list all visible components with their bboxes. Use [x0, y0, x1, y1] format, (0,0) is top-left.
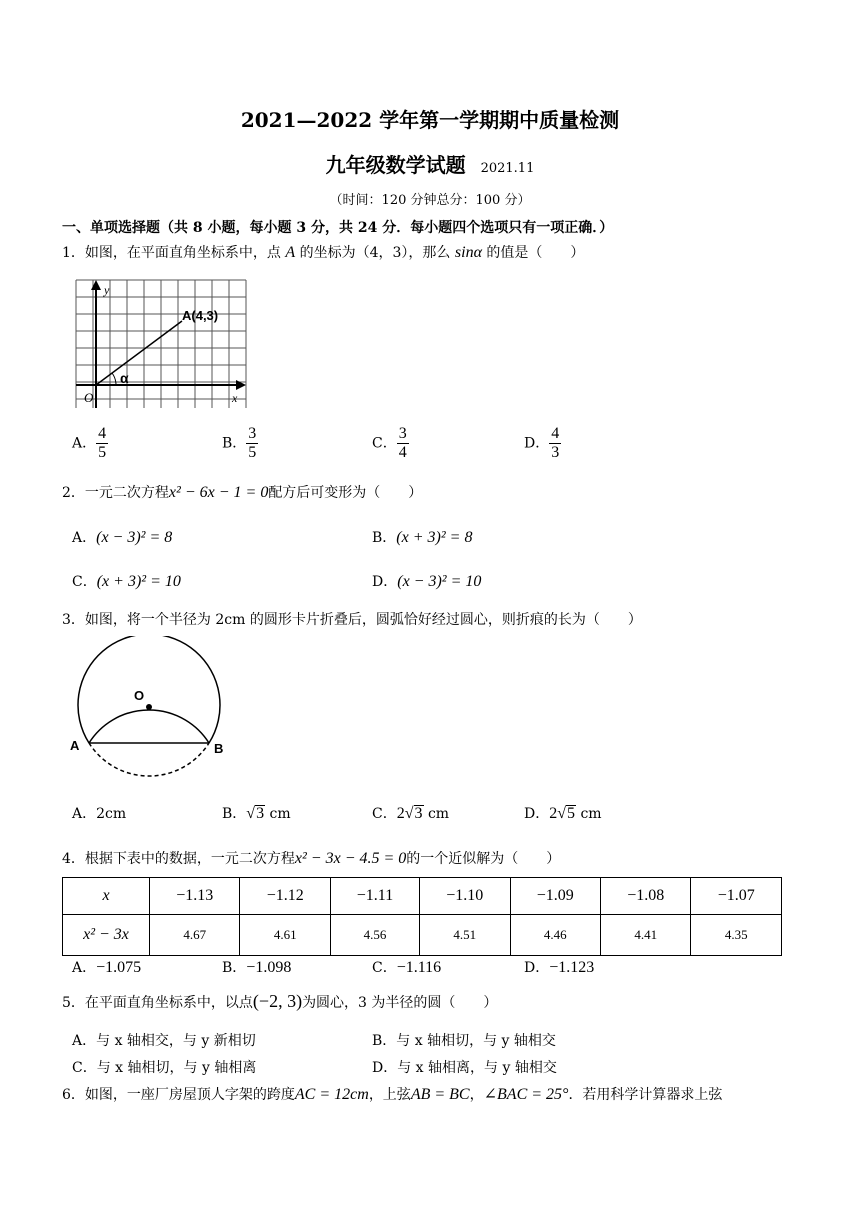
- q3-option-d[interactable]: D．2√5 cm: [524, 805, 602, 822]
- q2-expr: x² − 6x − 1 = 0: [168, 484, 269, 501]
- table-cell: 4.35: [691, 915, 782, 956]
- option-unit: cm: [427, 806, 450, 822]
- table-cell: −1.12: [240, 878, 330, 915]
- q2-option-c[interactable]: [72, 571, 181, 591]
- q5-option-b[interactable]: [372, 1030, 556, 1050]
- option-label: B．: [222, 435, 247, 452]
- q4-table: [62, 877, 782, 956]
- option-label: C．: [372, 960, 397, 976]
- question-3: 3．如图，将一个半径为 2cm 的圆形卡片折叠后，圆弧恰好经过圆心，则折痕的长为（ ）: [62, 612, 642, 628]
- table-cell: 4.67: [150, 915, 240, 956]
- option-label: A．: [72, 1033, 97, 1049]
- q6-text-b: ，上弦: [368, 1087, 411, 1103]
- option-label: D．: [524, 435, 550, 452]
- x-axis-label: x: [232, 391, 238, 405]
- option-radicand: 3: [414, 805, 423, 822]
- question-6: [62, 1084, 722, 1104]
- center-label: O: [134, 688, 145, 703]
- q2-option-b[interactable]: [372, 527, 472, 547]
- table-header-fx: x² − 3x: [63, 915, 150, 956]
- table-cell: −1.08: [601, 878, 691, 915]
- option-radicand: 3: [256, 805, 265, 822]
- table-cell: −1.13: [150, 878, 240, 915]
- option-expr: (x + 3)² = 8: [396, 529, 473, 546]
- option-unit: 2cm: [96, 806, 127, 822]
- table-cell: 4.41: [601, 915, 691, 956]
- q3-option-c[interactable]: C．2√3 cm: [372, 805, 450, 822]
- q1-option-c[interactable]: [372, 425, 409, 462]
- fraction-numerator: 3: [398, 425, 407, 442]
- table-cell: 4.56: [330, 915, 419, 956]
- q5-option-a[interactable]: [72, 1030, 256, 1050]
- q6-text-a: 6．如图，一座厂房屋顶人字架的跨度: [62, 1087, 295, 1103]
- option-label: C．: [72, 1060, 97, 1076]
- angle-arc: [112, 373, 116, 385]
- table-cell: 4.46: [510, 915, 600, 956]
- option-label: A．: [72, 530, 97, 546]
- q3-option-b[interactable]: B．√3 cm: [222, 805, 291, 822]
- q4-option-c[interactable]: [372, 957, 441, 977]
- q6-expr-a: AC = 12cm: [294, 1086, 369, 1103]
- question-5: [62, 991, 497, 1012]
- folded-arc: [89, 710, 209, 743]
- q1-text-c: 的值是（ ）: [486, 245, 585, 261]
- fraction-numerator: 4: [98, 425, 107, 442]
- q1-var-a: A: [285, 244, 296, 261]
- q4-expr: x² − 3x − 4.5 = 0: [294, 850, 407, 867]
- option-label: A．: [72, 806, 97, 822]
- q4-text-b: 的一个近似解为（ ）: [406, 851, 561, 867]
- q4-text-a: 4．根据下表中的数据，一元二次方程: [62, 851, 295, 867]
- fraction: [246, 425, 258, 462]
- option-value: −1.075: [96, 959, 142, 976]
- fraction-denominator: 5: [248, 444, 257, 461]
- option-label: A．: [72, 435, 97, 452]
- table-row: [63, 878, 782, 915]
- option-label: B．: [372, 1033, 397, 1049]
- option-text: 与 x 轴相离，与 y 轴相交: [397, 1060, 557, 1076]
- option-coef: 2: [549, 805, 558, 822]
- option-unit: cm: [580, 806, 602, 822]
- q3-circle-figure: [68, 636, 238, 786]
- fraction: [96, 425, 108, 462]
- question-2: [62, 482, 422, 502]
- origin-label: O: [84, 390, 94, 405]
- table-cell: −1.09: [510, 878, 600, 915]
- fraction-numerator: 4: [551, 425, 560, 442]
- question-4: [62, 848, 560, 868]
- q6-expr-c: ∠BAC = 25°: [483, 1086, 569, 1103]
- q6-text-d: ．若用科学计算器求上弦: [568, 1087, 723, 1103]
- table-row: [63, 915, 782, 956]
- option-expr: (x − 3)² = 10: [397, 573, 482, 590]
- option-label: A．: [72, 960, 97, 976]
- option-label: D．: [372, 574, 398, 590]
- q2-option-d[interactable]: [372, 571, 481, 591]
- q5-text-b: 为圆心，3 为半径的圆（ ）: [302, 995, 498, 1011]
- option-label: B．: [222, 806, 247, 822]
- q6-expr-b: AB = BC: [410, 1086, 470, 1103]
- circle-arc: [78, 636, 220, 743]
- q5-option-d[interactable]: [372, 1057, 557, 1077]
- table-header-x: x: [63, 878, 150, 915]
- q1-text-a: 1．如图，在平面直角坐标系中，点: [62, 245, 281, 261]
- time-note: （时间：120 分钟总分：100 分）: [329, 193, 531, 208]
- exam-subtitle-row: [0, 149, 860, 178]
- option-label: C．: [72, 574, 97, 590]
- q5-expr: (−2, 3): [252, 991, 303, 1011]
- table-cell: −1.11: [330, 878, 419, 915]
- q2-option-a[interactable]: [72, 527, 172, 547]
- q1-option-a[interactable]: [72, 425, 108, 462]
- option-unit: cm: [269, 806, 291, 822]
- q4-option-a[interactable]: [72, 957, 141, 977]
- q4-option-d[interactable]: [524, 957, 594, 977]
- fraction-denominator: 5: [98, 444, 107, 461]
- q1-option-b[interactable]: [222, 425, 258, 462]
- option-label: C．: [372, 806, 397, 822]
- option-text: 与 x 轴相切，与 y 轴相离: [96, 1060, 257, 1076]
- option-value: −1.123: [549, 959, 595, 976]
- q1-coordinate-figure: [72, 276, 252, 411]
- option-label: B．: [372, 530, 397, 546]
- option-label: D．: [524, 960, 550, 976]
- point-b-label: B: [214, 741, 224, 756]
- q5-option-c[interactable]: [72, 1057, 256, 1077]
- center-point: [146, 704, 152, 710]
- q4-option-b[interactable]: [222, 957, 291, 977]
- alpha-label: α: [120, 370, 129, 386]
- option-value: −1.098: [246, 959, 292, 976]
- table-cell: −1.10: [420, 878, 510, 915]
- table-cell: 4.61: [240, 915, 330, 956]
- option-expr: (x − 3)² = 8: [96, 529, 173, 546]
- fraction-denominator: 4: [398, 444, 407, 461]
- q1-option-d[interactable]: [524, 425, 561, 462]
- q1-text-b: 的坐标为（4，3），那么: [299, 245, 451, 261]
- point-a-label: A(4,3): [182, 308, 219, 323]
- option-label: D．: [372, 1060, 398, 1076]
- q6-text-c: ，: [469, 1087, 484, 1103]
- option-label: B．: [222, 960, 247, 976]
- option-label: C．: [372, 435, 397, 452]
- fraction: [549, 425, 561, 462]
- fraction-numerator: 3: [248, 425, 257, 442]
- exam-title: 2021—2022 学年第一学期期中质量检测: [240, 108, 620, 132]
- option-coef: 2: [396, 805, 405, 822]
- exam-subtitle: 九年级数学试题: [325, 153, 466, 177]
- option-label: D．: [524, 806, 550, 822]
- y-axis-label: y: [104, 283, 110, 297]
- circle-dashed-arc: [89, 743, 209, 776]
- fraction: [397, 425, 409, 462]
- fraction-denominator: 3: [551, 444, 560, 461]
- exam-date: 2021.11: [480, 161, 535, 176]
- q2-text-a: 2．一元二次方程: [62, 485, 169, 501]
- q5-text-a: 5．在平面直角坐标系中，以点: [62, 995, 253, 1011]
- point-a-label: A: [70, 738, 80, 753]
- option-value: −1.116: [396, 959, 442, 976]
- section-heading: 一、单项选择题（共 8 小题，每小题 3 分，共 24 分．每小题四个选项只有一项正确．）: [62, 220, 614, 236]
- table-cell: 4.51: [420, 915, 510, 956]
- q1-expr: sinα: [454, 244, 482, 261]
- option-radicand: 5: [567, 805, 576, 822]
- q3-option-a[interactable]: [72, 803, 126, 823]
- option-text: 与 x 轴相切，与 y 轴相交: [396, 1033, 556, 1049]
- q2-text-b: 配方后可变形为（ ）: [268, 485, 423, 501]
- table-cell: −1.07: [691, 878, 782, 915]
- option-text: 与 x 轴相交，与 y 新相切: [96, 1033, 256, 1049]
- option-expr: (x + 3)² = 10: [96, 573, 181, 590]
- question-1: [62, 242, 584, 262]
